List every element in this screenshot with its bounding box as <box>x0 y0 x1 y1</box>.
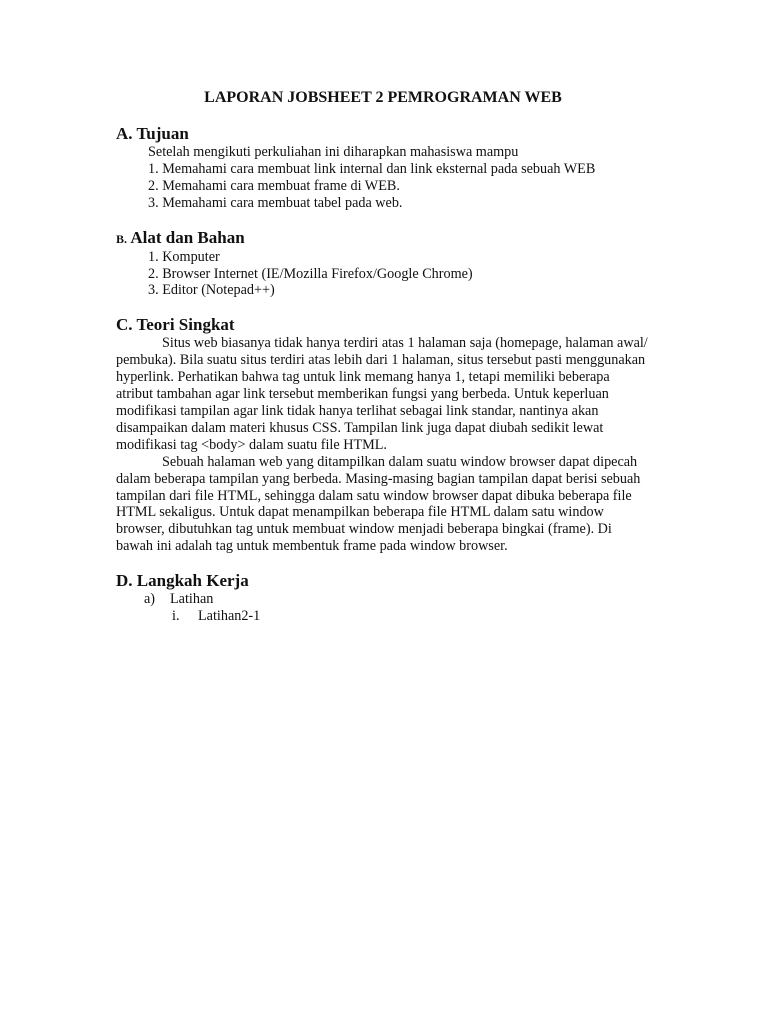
tujuan-item-1: 1. Memahami cara membuat link internal dan link eksternal pada sebuah WEB <box>148 160 596 177</box>
section-alat-bahan <box>116 228 650 300</box>
list-marker-i: i. <box>172 608 180 625</box>
alat-item-1: 1. Komputer <box>148 248 220 265</box>
langkah-item-a-label: Latihan <box>170 591 214 608</box>
list-marker-a: a) <box>144 591 156 608</box>
section-langkah-kerja <box>116 571 650 625</box>
teori-paragraph-2: Sebuah halaman web yang ditampilkan dalam suatu window browser dapat dipecah dalam beberapa tampilan yang berbeda. Masing-masing bagian tampilan dapat berisi sebuah tampilan dari file HTML, sehingga dalam satu window browser dapat dibuka beberapa file HTML sekaligus. Untuk dapat menampilkan beberapa file HTML dalam satu window browser, dibutuhkan tag untuk membuat window menjadi beberapa bingkai (frame). Di bawah ini adalah tag untuk membentuk frame pada window browser. <box>116 453 641 555</box>
tujuan-item-2: 2. Memahami cara membuat frame di WEB. <box>148 177 400 194</box>
section-heading-teori: C. Teori Singkat <box>116 315 235 335</box>
alat-item-3: 3. Editor (Notepad++) <box>148 282 275 299</box>
section-heading-alat-bahan <box>116 228 650 249</box>
document-page <box>116 88 650 641</box>
section-heading-langkah: D. Langkah Kerja <box>116 571 249 591</box>
tujuan-intro: Setelah mengikuti perkuliahan ini diharapkan mahasiswa mampu <box>148 144 519 160</box>
tujuan-item-3: 3. Memahami cara membuat tabel pada web. <box>148 194 403 211</box>
alat-item-2: 2. Browser Internet (IE/Mozilla Firefox/Google Chrome) <box>148 265 473 282</box>
langkah-item-i <box>116 608 650 625</box>
teori-paragraph-1: Situs web biasanya tidak hanya terdiri atas 1 halaman saja (homepage, halaman awal/ pembuka). Bila suatu situs terdiri atas lebih dari 1 halaman, situs tersebut pasti menggunakan hyperlink. Perhatikan bahwa tag untuk link memang hanya 1, tetapi memiliki beberapa atribut tambahan agar link tersebut memberikan fungsi yang berbeda. Untuk keperluan modifikasi tampilan agar link tidak hanya terlihat sebagai link standar, nantinya akan disampaikan dalam materi khusus CSS. Tampilan link juga dapat diubah sedikit lewat modifikasi tag <body> dalam suatu file HTML. <box>116 335 648 453</box>
langkah-item-i-label: Latihan2-1 <box>198 608 261 625</box>
document-title: LAPORAN JOBSHEET 2 PEMROGRAMAN WEB <box>204 89 562 106</box>
section-heading-tujuan: A. Tujuan <box>116 124 189 143</box>
heading-letter-b: B. <box>116 231 128 246</box>
langkah-item-a <box>116 591 650 608</box>
section-teori-singkat <box>116 315 650 555</box>
heading-text-alat-bahan: Alat dan Bahan <box>127 227 245 247</box>
section-tujuan <box>116 124 650 212</box>
